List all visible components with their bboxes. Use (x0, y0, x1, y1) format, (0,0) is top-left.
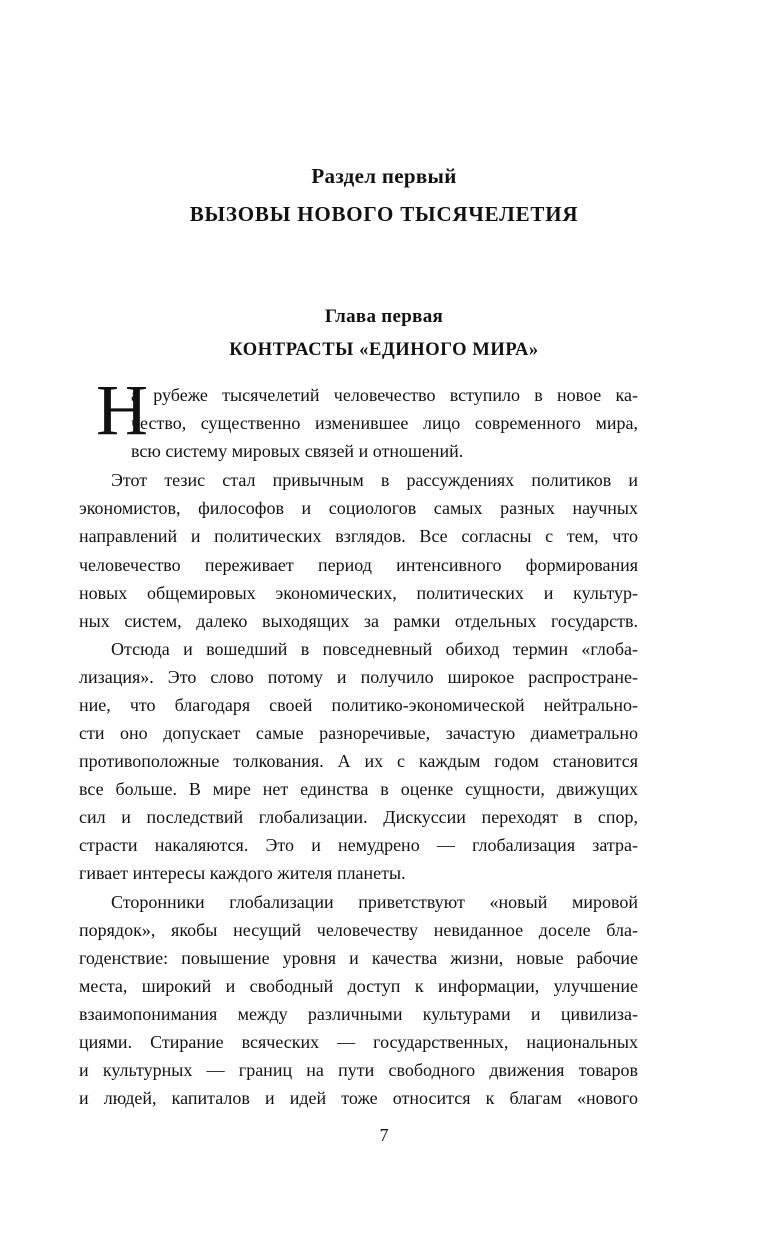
text-line: Отсюда и вошедший в повседневный обиход термин «глоба- (111, 639, 638, 659)
page-number: 7 (379, 1125, 389, 1145)
text-line: направлений и политических взглядов. Все согласны с тем, что (79, 526, 638, 546)
text-line: взаимопонимания между различными культурами и цивилиза- (79, 1004, 638, 1024)
text-line: все больше. В мире нет единства в оценке сущности, движущих (79, 779, 638, 799)
text-line: чество, существенно изменившее лицо современного мира, (131, 413, 638, 433)
text-line: годенствие: повышение уровня и качества жизни, новые рабочие (79, 948, 638, 968)
text-line: противоположные толкования. А их с каждым годом становится (79, 751, 638, 771)
text-line: и культурных — границ на пути свободного движения товаров (79, 1060, 638, 1080)
section-label: Раздел первый (311, 164, 457, 188)
section-title: ВЫЗОВЫ НОВОГО ТЫСЯЧЕЛЕТИЯ (189, 202, 579, 226)
text-line: страсти накаляются. Это и немудрено — глобализация затра- (79, 835, 638, 855)
drop-cap: Н (96, 370, 148, 450)
text-line: и людей, капиталов и идей тоже относится к благам «нового (79, 1088, 638, 1108)
text-line: циями. Стирание всяческих — государственных, национальных (79, 1032, 638, 1052)
text-line: экономистов, философов и социологов самых разных научных (79, 498, 638, 518)
text-line: ных систем, далеко выходящих за рамки отдельных государств. (79, 611, 638, 631)
text-line: сти оно допускает самые разноречивые, зачастую диаметрально (79, 723, 638, 743)
text-line: гивает интересы каждого жителя планеты. (79, 863, 406, 883)
chapter-label: Глава первая (324, 306, 444, 327)
text-line: лизация». Это слово потому и получило широкое распростране- (79, 667, 638, 687)
text-line: а рубеже тысячелетий человечество вступило в новое ка- (131, 385, 638, 405)
text-line: порядок», якобы несущий человечеству невиданное доселе бла- (79, 920, 638, 940)
text-line: сил и последствий глобализации. Дискуссии переходят в спор, (79, 807, 638, 827)
text-line: ние, что благодаря своей политико-экономической нейтрально- (79, 695, 638, 715)
chapter-title: КОНТРАСТЫ «ЕДИНОГО МИРА» (229, 340, 539, 360)
text-line: новых общемировых экономических, политических и культур- (79, 583, 638, 603)
text-line: Этот тезис стал привычным в рассуждениях политиков и (111, 470, 638, 490)
text-line: Сторонники глобализации приветствуют «новый мировой (111, 892, 638, 912)
text-line: места, широкий и свободный доступ к информации, улучшение (79, 976, 638, 996)
text-line: человечество переживает период интенсивного формирования (79, 555, 638, 575)
text-line: всю систему мировых связей и отношений. (131, 441, 464, 461)
